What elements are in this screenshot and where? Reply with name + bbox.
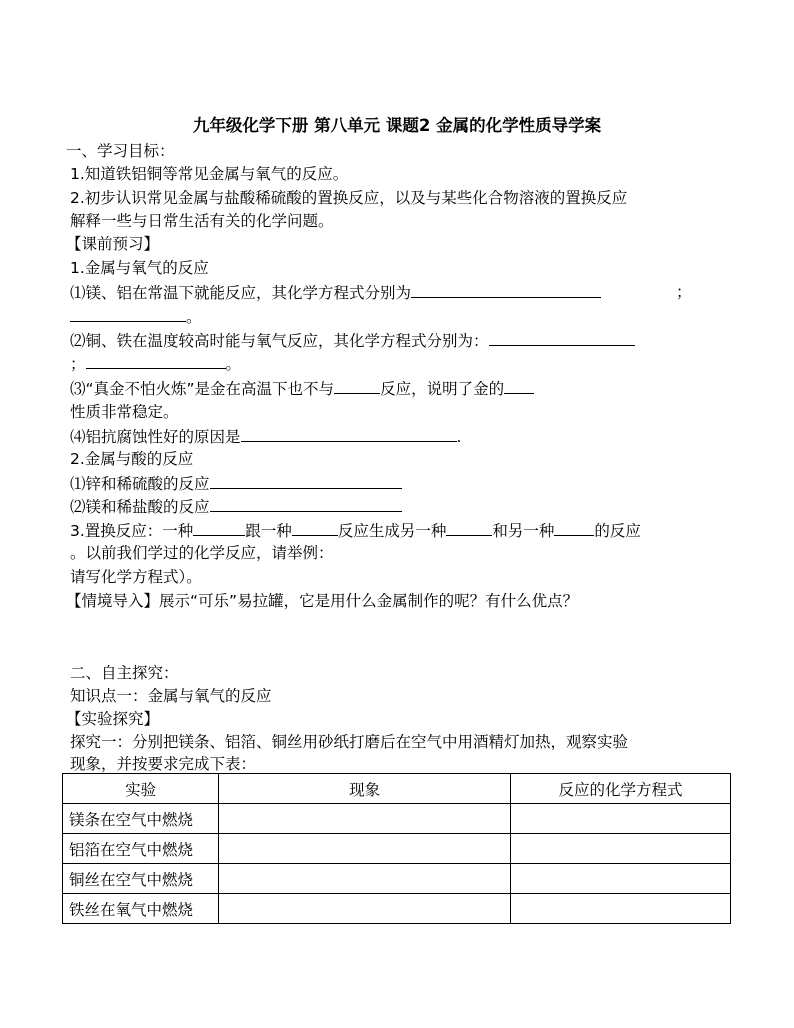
phenomenon-cell[interactable] [219,804,511,834]
scenario-label: 【情境导入】 [66,592,160,610]
substitution-text-d: 和另一种 [492,522,555,540]
substitution-text-e: 的反应 [594,522,641,540]
question-5 [70,472,402,495]
question-4 [70,425,461,448]
answer-blank[interactable] [86,352,226,369]
table-row [63,804,731,834]
question-1-text: ⑴镁、铝在常温下就能反应，其化学方程式分别为 [70,284,412,302]
question-2-end: 。 [225,355,242,373]
experiment-table [62,773,731,924]
substitution-reaction [70,519,641,542]
substitution-text-c: 反应生成另一种 [337,522,447,540]
question-3-text-b: 反应，说明了金的 [380,380,505,398]
equation-cell[interactable] [510,864,730,894]
answer-blank[interactable] [411,281,601,298]
answer-blank[interactable] [334,377,380,394]
answer-blank[interactable] [489,329,635,346]
question-4-end: . [456,428,462,446]
question-1 [70,281,601,304]
answer-blank[interactable] [210,472,402,489]
question-3 [70,377,534,400]
answer-blank[interactable] [446,519,492,536]
question-2-separator: ； [70,355,86,373]
table-row [63,834,731,864]
answer-blank[interactable] [554,519,594,536]
equation-cell[interactable] [510,834,730,864]
explore-line-2: 现象，并按要求完成下表： [70,755,257,773]
question-4-text: ⑷铝抗腐蚀性好的原因是 [70,428,241,446]
table-header-row [63,774,731,804]
answer-blank[interactable] [70,305,186,322]
experiment-name: 铝箔在空气中燃烧 [63,834,219,864]
header-phenomenon: 现象 [219,774,511,804]
question-2 [70,329,635,352]
header-equation: 反应的化学方程式 [510,774,730,804]
substitution-text-b: 跟一种 [245,522,292,540]
goal-2-line-1: 2.初步认识常见金属与盐酸稀硫酸的置换反应，以及与某些化合物溶液的置换反应 [70,189,628,207]
section2-heading: 二、自主探究： [70,664,179,682]
substitution-line-2: 。以前我们学过的化学反应，请举例： [70,544,334,562]
equation-cell[interactable] [510,894,730,924]
knowledge-point-1: 知识点一：金属与氧气的反应 [70,687,272,705]
substitution-line-3: 请写化学方程式）。 [70,568,202,586]
preview-part2-heading: 2.金属与酸的反应 [70,450,194,468]
experiment-name: 铜丝在空气中燃烧 [63,864,219,894]
question-1-line-2 [70,305,202,328]
document-title: 九年级化学下册 第八单元 课题2 金属的化学性质导学案 [192,116,602,135]
question-2-line-2 [70,352,241,375]
goal-1: 1.知道铁铝铜等常见金属与氧气的反应。 [70,165,349,183]
question-6-text: ⑵镁和稀盐酸的反应 [70,498,210,516]
section1-heading: 一、学习目标： [66,142,175,160]
scenario-intro [66,590,578,612]
question-6 [70,495,402,518]
question-5-text: ⑴锌和稀硫酸的反应 [70,475,210,493]
phenomenon-cell[interactable] [219,864,511,894]
question-2-text: ⑵铜、铁在温度较高时能与氧气反应，其化学方程式分别为： [70,332,489,350]
explore-line-1: 探究一：分别把镁条、铝箔、铜丝用砂纸打磨后在空气中用酒精灯加热，观察实验 [70,733,629,751]
equation-cell[interactable] [510,804,730,834]
question-1-separator: ； [676,283,692,301]
experiment-name: 镁条在空气中燃烧 [63,804,219,834]
experiment-heading: 【实验探究】 [66,710,160,728]
goal-2-line-2: 解释一些与日常生活有关的化学问题。 [70,212,334,230]
preview-heading: 【课前预习】 [66,235,160,253]
phenomenon-cell[interactable] [219,894,511,924]
answer-blank[interactable] [210,495,402,512]
answer-blank[interactable] [292,519,338,536]
header-experiment: 实验 [63,774,219,804]
scenario-text: 展示“可乐”易拉罐，它是用什么金属制作的呢？有什么优点？ [159,592,579,610]
table-row [63,894,731,924]
preview-part1-heading: 1.金属与氧气的反应 [70,259,209,277]
answer-blank[interactable] [504,377,534,394]
question-1-end: 。 [186,308,202,326]
question-3-text-a: ⑶“真金不怕火炼”是金在高温下也不与 [70,380,335,398]
substitution-text-a: 3.置换反应：一种 [70,522,194,540]
question-3-line-2: 性质非常稳定。 [70,403,179,421]
answer-blank[interactable] [241,425,457,442]
experiment-name: 铁丝在氧气中燃烧 [63,894,219,924]
table-row [63,864,731,894]
answer-blank[interactable] [193,519,245,536]
phenomenon-cell[interactable] [219,834,511,864]
